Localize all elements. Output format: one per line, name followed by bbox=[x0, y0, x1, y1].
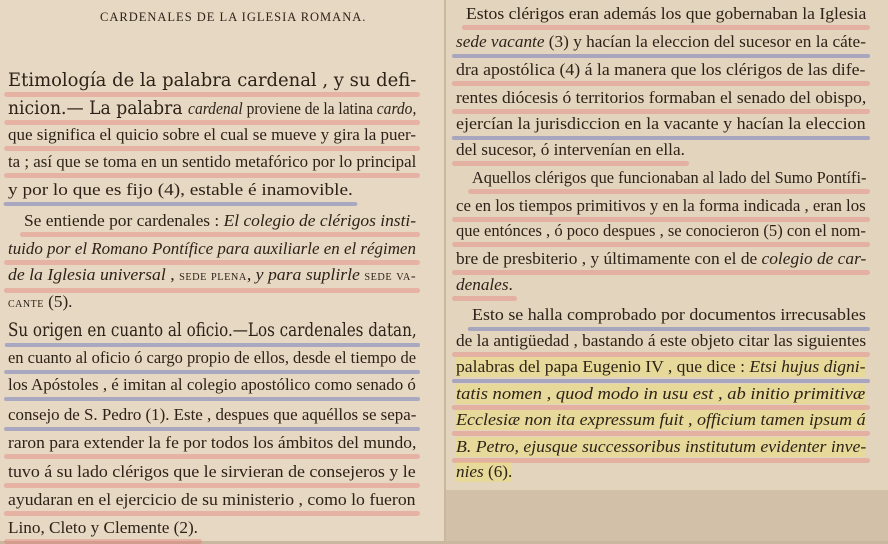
left-text-line bbox=[24, 211, 416, 231]
text-run: bre de presbiterio , y últimamente con el de bbox=[456, 249, 762, 268]
left-text-line bbox=[8, 320, 417, 341]
text-run: . bbox=[508, 275, 513, 294]
right-text-line bbox=[456, 331, 866, 351]
left-text-line bbox=[8, 152, 416, 172]
left-text-line bbox=[8, 375, 416, 395]
right-text-line bbox=[456, 410, 866, 430]
text-run: , bbox=[412, 99, 417, 118]
text-run: Esto se halla comprobado por documentos irrecusables bbox=[472, 305, 866, 324]
text-run: Estos clérigos eran además los que gobernaban la Iglesia bbox=[466, 4, 867, 23]
text-run: tuido por el Romano Pontífice para auxiliarle en el régimen bbox=[8, 239, 416, 258]
right-text-line bbox=[472, 168, 866, 188]
text-run: los Apóstoles , é imitan al colegio apostólico como senado ó bbox=[8, 375, 416, 394]
text-run: cardo bbox=[376, 99, 413, 118]
text-run: tatis nomen , quod modo in usu est , ab initio primitivæ bbox=[456, 384, 866, 403]
text-run: y para suplirle bbox=[255, 265, 360, 284]
text-run: dra apostólica (4) á la manera que los clérigos de las dife- bbox=[456, 60, 866, 79]
text-run: rentes diócesis ó territorios formaban el senado del obispo, bbox=[456, 88, 867, 107]
text-run: (6). bbox=[483, 462, 513, 481]
text-run: sede vacante bbox=[456, 32, 545, 51]
right-text-line bbox=[456, 275, 513, 295]
left-text-line bbox=[8, 462, 416, 482]
right-text-line bbox=[456, 196, 866, 216]
right-text-line bbox=[456, 437, 866, 457]
text-run: consejo de S. Pedro (1). Este , despues que aquéllos se sepa- bbox=[8, 405, 417, 424]
left-text-line bbox=[8, 518, 198, 538]
right-text-line bbox=[456, 88, 866, 108]
right-text-line bbox=[456, 221, 866, 241]
right-text-line bbox=[472, 305, 866, 325]
text-run: palabras del papa Eugenio IV , que dice : bbox=[456, 357, 750, 376]
text-run: Lino, Cleto y Clemente (2). bbox=[8, 518, 198, 537]
text-run: cante bbox=[8, 296, 44, 311]
text-run: ejercían la jurisdiccion en la vacante y hacían la eleccion bbox=[456, 114, 866, 133]
left-text-line bbox=[8, 125, 416, 145]
text-run: sede plena bbox=[179, 269, 247, 284]
right-text-line bbox=[456, 114, 866, 134]
text-run: , bbox=[165, 265, 180, 284]
left-text-line bbox=[8, 348, 416, 368]
left-text-line bbox=[8, 265, 416, 287]
right-text-line bbox=[456, 140, 685, 160]
left-text-line bbox=[8, 292, 72, 314]
text-run: ayudaran en el ejercicio de su ministerio , como lo fueron bbox=[8, 490, 416, 509]
text-run: de la Iglesia universal bbox=[8, 265, 166, 284]
right-text-line bbox=[456, 60, 865, 80]
left-text-line bbox=[8, 490, 416, 510]
text-run: proviene de la latina bbox=[242, 99, 377, 118]
text-run: Etsi hujus digni- bbox=[749, 357, 866, 376]
text-run: nies bbox=[456, 462, 484, 481]
text-run: en cuanto al oficio ó cargo propio de ellos, desde el tiempo de bbox=[8, 348, 417, 367]
left-text-line bbox=[8, 405, 416, 425]
right-text-line bbox=[456, 384, 865, 404]
text-run: ce en los tiempos primitivos y en la forma indicada , eran los bbox=[456, 196, 866, 215]
text-run: Ecclesiæ non ita expressum fuit , officium tamen ipsum á bbox=[456, 410, 866, 429]
left-text-line bbox=[8, 180, 353, 200]
text-run: (3) y hacían la eleccion del sucesor en la cáte- bbox=[544, 32, 866, 51]
text-run: Su origen en cuanto al oficio.—Los cardenales datan, bbox=[8, 319, 417, 341]
text-run: de la antigüedad , bastando á este objeto citar las siguientes bbox=[456, 331, 867, 350]
text-run: tuvo á su lado clérigos que le sirvieran de consejeros y le bbox=[8, 462, 416, 481]
text-run: El colegio de clérigos insti- bbox=[223, 211, 417, 230]
text-run: que significa el quicio sobre el cual se mueve y gira la puer- bbox=[8, 125, 417, 144]
left-text-line bbox=[8, 433, 416, 453]
right-text-line bbox=[456, 249, 866, 269]
text-run: que entónces , ó poco despues , se conocieron (5) con el nom- bbox=[456, 221, 866, 240]
text-run: sede va- bbox=[364, 269, 417, 284]
text-run: B. Petro, ejusque successoribus institutum evidenter inve- bbox=[456, 437, 867, 456]
left-page bbox=[0, 0, 444, 541]
right-text-line bbox=[456, 357, 866, 377]
page-header: CARDENALES DE LA IGLESIA ROMANA. bbox=[100, 10, 367, 24]
text-run: cardenal bbox=[188, 99, 243, 118]
left-text-line bbox=[8, 98, 416, 119]
text-run: , bbox=[246, 265, 256, 284]
right-text-line bbox=[456, 32, 866, 52]
page-margin-strip bbox=[446, 490, 888, 541]
text-run: y por lo que es fijo (4), estable é inamovible. bbox=[8, 180, 353, 199]
text-run: del sucesor, ó intervenían en ella. bbox=[456, 140, 685, 159]
text-run: Etimología de la palabra cardenal , y su defi- bbox=[8, 69, 417, 91]
text-run: ta ; así que se toma en un sentido metafórico por lo principal bbox=[8, 152, 417, 171]
left-text-line bbox=[8, 239, 416, 259]
text-run: colegio de car- bbox=[761, 249, 867, 268]
text-run: denales bbox=[456, 275, 509, 294]
right-page bbox=[446, 0, 888, 490]
right-text-line bbox=[456, 462, 512, 482]
text-run: Se entiende por cardenales : bbox=[24, 211, 224, 230]
text-run: (5). bbox=[43, 292, 73, 311]
left-text-line bbox=[8, 70, 416, 91]
text-run: raron para extender la fe por todos los ámbitos del mundo, bbox=[8, 433, 417, 452]
text-run: nicion.— La palabra bbox=[8, 97, 189, 119]
right-text-line bbox=[466, 4, 866, 24]
text-run: Aquellos clérigos que funcionaban al lado del Sumo Pontífi- bbox=[472, 168, 867, 187]
